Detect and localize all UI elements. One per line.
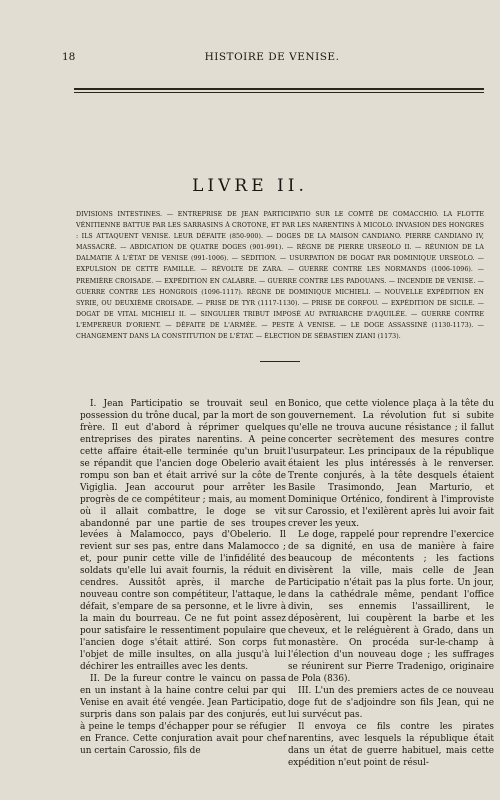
paragraph: III. L'un des premiers actes de ce nouveau doge fut de s'adjoindre son fils Jean, qui ne lui survécut pas. — [288, 685, 494, 720]
right-column — [288, 399, 494, 770]
section-divider — [260, 361, 300, 362]
paragraph: I. Jean Participatio se trouvait seul en possession du trône ducal, par la mort de son frère. Il eut d'abord à réprimer quelques entreprises des pirates narentins. A peine cette affaire était-elle terminée qu'un bruit se répandit que l'ancien doge Obelerio avait rompu son ban et était arrivé sur la côte de Vigiglia. Jean accourut pour arrêter les progrès de ce compétiteur ; mais, au moment où il allait combattre, le doge se vit abandonné par une partie de ses troupes levées à Malamocco, pays d'Obelerio. Il revient sur ses pas, entre dans Malamocco ; et, pour punir cette ville de l'infidélité des soldats qu'elle lui avait fournis, la réduit en cendres. Aussitôt après, il marche de nouveau contre son compétiteur, l'attaque, le défait, s'empare de sa personne, et le livre à la main du bourreau. Ce ne fut point assez pour satisfaire le ressentiment populaire que l'ancien doge s'était attiré. Son corps fut l'objet de mille insultes, on alla jusqu'à lui déchirer les entrailles avec les dents. — [80, 399, 286, 672]
page-number: 18 — [62, 51, 76, 63]
paragraph: Bonico, que cette violence plaça à la tête du gouvernement. La révolution fut si subite qu'elle ne trouva aucune résistance ; il fallut concerter secrètement des mesures contre l'usurpateur. Les principaux de la république étaient les plus intéressés à le renverser. Trente conjurés, à la tête desquels étaient Basile Trasimondo, Jean Marturio, et Dominique Orténico, fondirent à l'improviste sur Carossio, et l'exilèrent après lui avoir fait crever les yeux. — [288, 399, 494, 529]
paragraph: Il envoya ce fils contre les pirates narentins, avec lesquels la république était dans un état de guerre habituel, mais cette expédition n'eut point de résul- — [288, 721, 494, 768]
book-title: LIVRE II. — [192, 176, 308, 196]
chapter-summary: DIVISIONS INTESTINES. — ENTREPRISE DE JEAN PARTICIPATIO SUR LE COMTÉ DE COMACCHIO. LA FLOTTE VÉNITIENNE BATTUE PAR LES SARRASINS À CROTONE, ET PAR LES NARENTINS À MICOLO. INVASION DES HONGRES : ILS ATTAQUENT VENISE. LEUR DÉFAITE (850-900). — DOGES DE LA MAISON CANDIANO. PIERRE CANDIANO IV, MASSACRÉ. — ABDICATION DE QUATRE DOGES (901-991). — RÈGNE DE PIERRE URSEOLO II. — RÉUNION DE LA DALMATIE À L'ÉTAT DE VENISE (991-1006). — SÉDITION. — USURPATION DE DOGAT PAR DOMINIQUE URSEOLO. — EXPULSION DE CETTE FAMILLE. — RÉVOLTE DE ZARA. — GUERRE CONTRE LES NORMANDS (1006-1096). — PREMIÈRE CROISADE. — EXPÉDITION EN CALABRE. — GUERRE CONTRE LES PADOUANS. — INCENDIE DE VENISE. — GUERRE CONTRE LES HONGROIS (1096-1117). RÈGNE DE DOMINIQUE MICHIELI. — NOUVELLE EXPÉDITION EN SYRIE, OU DEUXIÈME CROISADE. — PRISE DE TYR (1117-1130). — PRISE DE CORFOU. — EXPÉDITION DE SICILE. — DOGAT DE VITAL MICHIELI II. — SINGULIER TRIBUT IMPOSÉ AU PATRIARCHE D'AQUILÉE. — GUERRE CONTRE L'EMPEREUR D'ORIENT. — DÉFAITE DE L'ARMÉE. — PESTE À VENISE. — LE DOGE ASSASSINÉ (1130-1173). — CHANGEMENT DANS LA CONSTITUTION DE L'ÉTAT. — ÉLECTION DE SÉBASTIEN ZIANI (1173). — [76, 211, 484, 341]
header-rule-thin — [74, 92, 484, 93]
page-header — [62, 51, 482, 65]
paragraph: Le doge, rappelé pour reprendre l'exercice de sa dignité, en usa de manière à faire beaucoup de mécontents ; les factions divisèrent la ville, mais celle de Jean Participatio n'était pas la plus forte. Un jour, dans la cathédrale même, pendant l'office divin, ses ennemis l'assaillirent, le déposèrent, lui coupèrent la barbe et les cheveux, et le reléguèrent à Grado, dans un monastère. On procéda sur-le-champ à l'élection d'un nouveau doge ; les suffrages se réunirent sur Pierre Tradenigo, originaire de Pola (836). — [288, 530, 494, 684]
running-title: HISTOIRE DE VENISE. — [204, 51, 340, 63]
header-rule-thick — [74, 88, 484, 90]
left-column — [80, 399, 286, 758]
paragraph: II. De la fureur contre le vaincu on passa en un instant à la haine contre celui par qui Venise en avait été vengée. Jean Participatio, surpris dans son palais par des conjurés, eut à peine le temps d'échapper pour se réfugier en France. Cette conjuration avait pour chef un certain Carossio, fils de — [80, 673, 286, 756]
